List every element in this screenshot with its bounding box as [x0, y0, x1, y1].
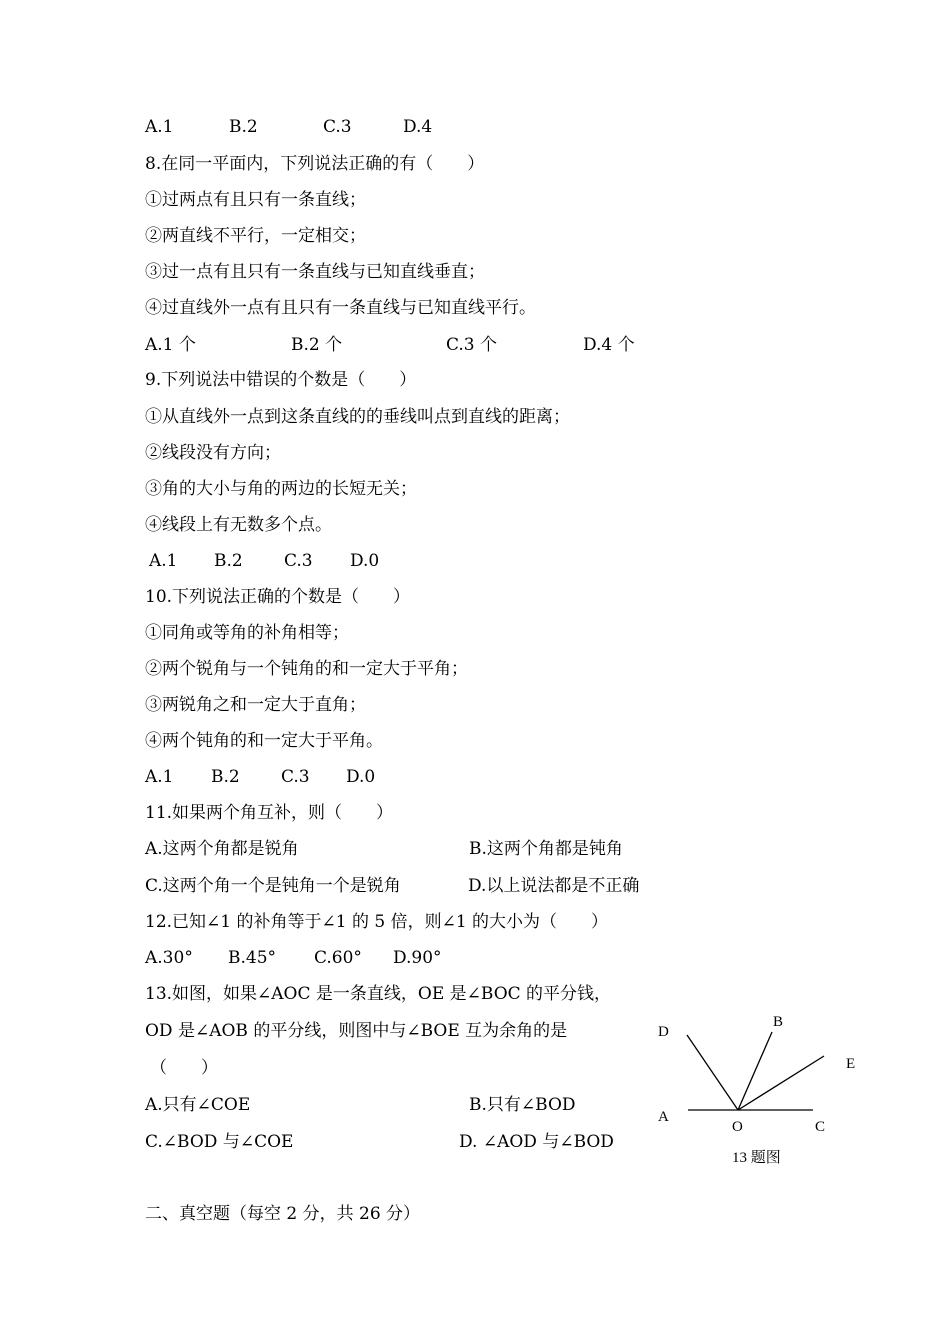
label-e: E — [846, 1056, 856, 1072]
label-d: D — [658, 1024, 669, 1040]
q12-option-c: C.60° — [314, 948, 362, 968]
q11-option-d: D.以上说法都是不正确 — [468, 876, 640, 896]
q13-stem-line-1: 13.如图，如果∠AOC 是一条直线，OE 是∠BOC 的平分钱， — [145, 984, 612, 1004]
q8-item-4: ④过直线外一点有且只有一条直线与已知直线平行。 — [145, 298, 536, 318]
q13-stem-line-2: OD 是∠AOB 的平分线，则图中与∠BOE 互为余角的是 — [145, 1021, 568, 1041]
q8-option-c: C.3 个 — [446, 335, 498, 355]
q9-option-b: B.2 — [214, 551, 243, 571]
q7-option-d: D.4 — [403, 117, 433, 137]
q10-option-a: A.1 — [145, 767, 174, 787]
q12-option-d: D.90° — [393, 948, 442, 968]
q12-stem: 12.已知∠1 的补角等于∠1 的 5 倍，则∠1 的大小为（ ） — [145, 912, 609, 932]
q13-option-c: C.∠BOD 与∠COE — [145, 1132, 294, 1152]
q11-option-a: A.这两个角都是锐角 — [145, 839, 299, 859]
label-o: O — [732, 1119, 743, 1135]
q10-option-d: D.0 — [346, 767, 376, 787]
section2-title: 二、真空题（每空 2 分，共 26 分） — [145, 1204, 421, 1224]
q9-item-2: ②线段没有方向； — [145, 443, 281, 463]
ray-od — [687, 1035, 738, 1110]
q8-option-d: D.4 个 — [583, 335, 635, 355]
q9-item-3: ③角的大小与角的两边的长短无关； — [145, 479, 417, 499]
q11-stem: 11.如果两个角互补，则（ ） — [145, 803, 394, 823]
q10-item-4: ④两个钝角的和一定大于平角。 — [145, 731, 383, 751]
q13-option-b: B.只有∠BOD — [469, 1095, 576, 1115]
q7-option-a: A.1 — [145, 117, 174, 137]
q9-item-4: ④线段上有无数多个点。 — [145, 515, 332, 535]
ray-oe — [738, 1056, 824, 1110]
q7-option-c: C.3 — [323, 117, 352, 137]
q8-option-a: A.1 个 — [145, 335, 196, 355]
label-c: C — [815, 1119, 826, 1135]
q13-figure — [650, 1005, 870, 1175]
label-b: B — [773, 1014, 784, 1030]
q9-option-d: D.0 — [350, 551, 380, 571]
q8-stem: 8.在同一平面内，下列说法正确的有（ ） — [145, 154, 485, 174]
q7-option-b: B.2 — [229, 117, 258, 137]
q11-option-c: C.这两个角一个是钝角一个是锐角 — [145, 876, 401, 896]
figure-caption: 13 题图 — [732, 1150, 781, 1166]
q8-item-1: ①过两点有且只有一条直线； — [145, 190, 366, 210]
q12-option-a: A.30° — [145, 948, 193, 968]
q10-stem: 10.下列说法正确的个数是（ ） — [145, 587, 411, 607]
q10-option-b: B.2 — [211, 767, 240, 787]
label-a: A — [658, 1109, 669, 1125]
q9-option-c: C.3 — [284, 551, 313, 571]
q8-option-b: B.2 个 — [291, 335, 343, 355]
q8-item-3: ③过一点有且只有一条直线与已知直线垂直； — [145, 262, 485, 282]
q9-item-1: ①从直线外一点到这条直线的的垂线叫点到直线的距离； — [145, 407, 570, 427]
q13-option-a: A.只有∠COE — [145, 1095, 251, 1115]
q13-stem-line-3: （ ） — [150, 1058, 218, 1078]
q9-stem: 9.下列说法中错误的个数是（ ） — [145, 370, 417, 390]
q10-item-3: ③两锐角之和一定大于直角； — [145, 695, 366, 715]
q11-option-b: B.这两个角都是钝角 — [469, 839, 623, 859]
q13-option-d: D. ∠AOD 与∠BOD — [459, 1132, 614, 1152]
q10-option-c: C.3 — [281, 767, 310, 787]
q10-item-1: ①同角或等角的补角相等； — [145, 623, 349, 643]
q12-option-b: B.45° — [228, 948, 277, 968]
q10-item-2: ②两个锐角与一个钝角的和一定大于平角； — [145, 659, 468, 679]
q9-option-a: A.1 — [149, 551, 178, 571]
q8-item-2: ②两直线不平行，一定相交； — [145, 226, 366, 246]
ray-ob — [738, 1032, 772, 1110]
